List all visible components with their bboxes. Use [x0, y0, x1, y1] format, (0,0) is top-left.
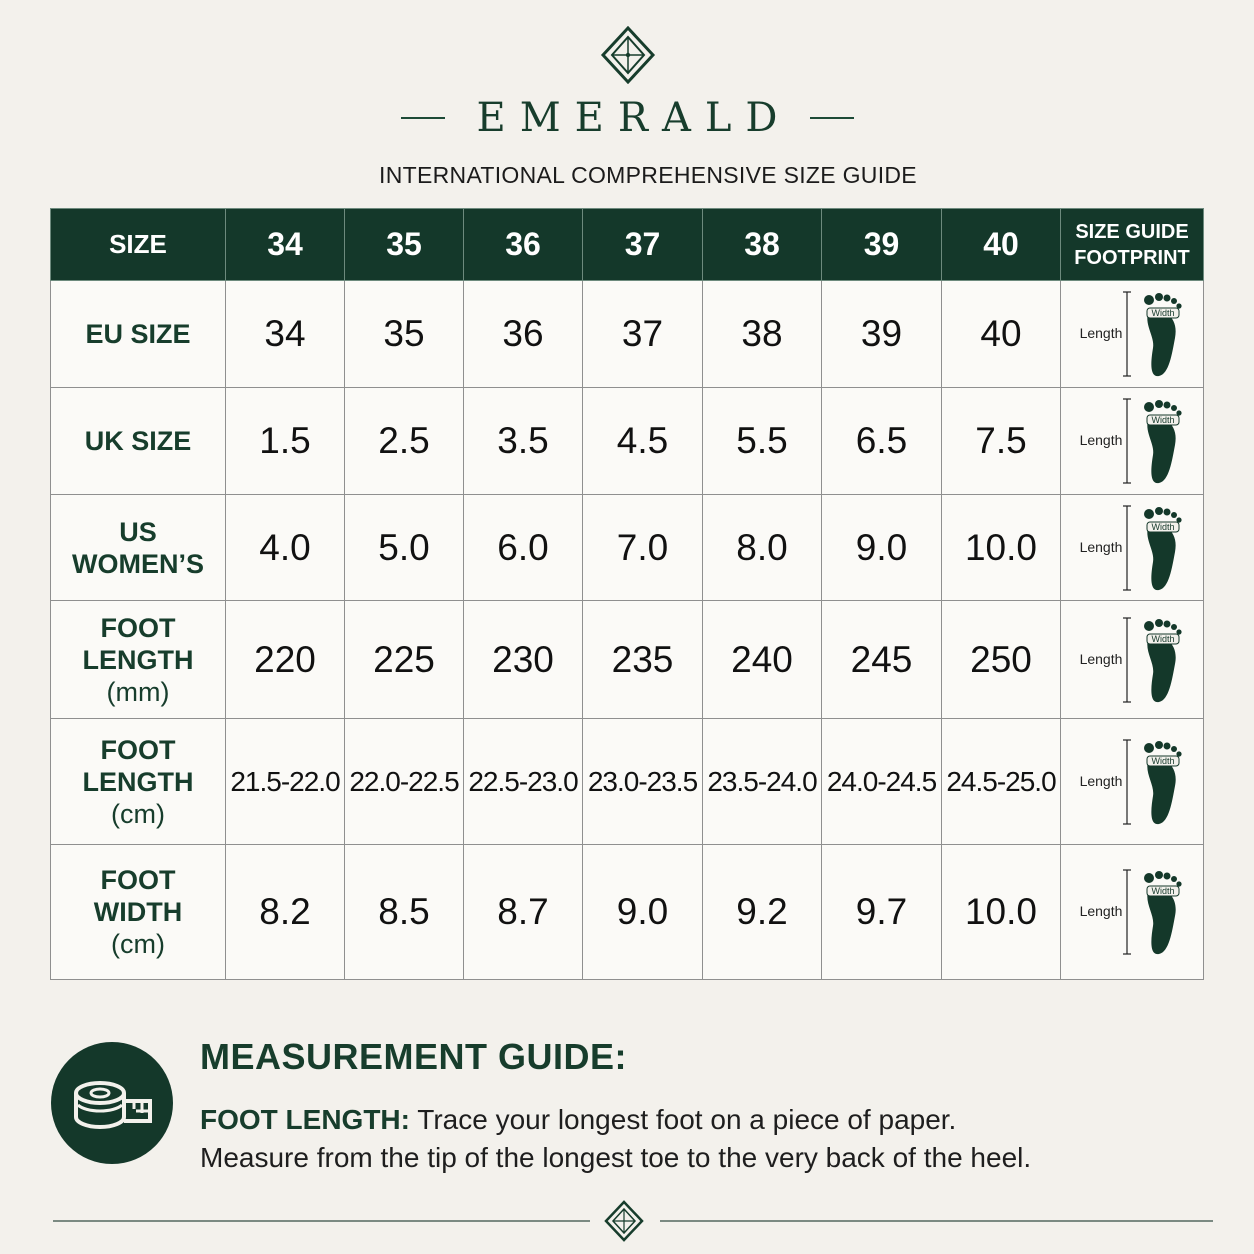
footprint-cell [1061, 601, 1204, 719]
table-cell: 220 [226, 601, 345, 719]
table-cell: 40 [942, 281, 1061, 388]
table-cell: 5.0 [345, 495, 464, 601]
table-cell: 38 [703, 281, 822, 388]
footprint-length-label: Length [1079, 903, 1123, 919]
header-size: 36 [464, 209, 583, 281]
table-cell: 250 [942, 601, 1061, 719]
footprint-length-label: Length [1079, 538, 1123, 555]
brand-line-left [401, 117, 445, 119]
footer-divider-right [660, 1220, 1213, 1222]
table-cell: 8.5 [345, 845, 464, 980]
table-cell: 22.0-22.5 [345, 719, 464, 845]
footprint-cell [1061, 388, 1204, 495]
guide-title: MEASUREMENT GUIDE: [200, 1036, 628, 1077]
table-cell: 5.5 [703, 388, 822, 495]
table-cell: 8.2 [226, 845, 345, 980]
footprint-cell [1061, 719, 1204, 845]
footprint-width-label: Width [1151, 886, 1175, 896]
brand-line-right [810, 117, 854, 119]
header-size: 35 [345, 209, 464, 281]
row-label-unit: (cm) [111, 929, 165, 959]
table-cell: 3.5 [464, 388, 583, 495]
footprint-icon [1077, 502, 1187, 594]
footer-divider-left [53, 1220, 590, 1222]
table-cell: 35 [345, 281, 464, 388]
table-header-row [51, 209, 1204, 281]
footprint-length-label: Length [1079, 650, 1123, 667]
footprint-width-label: Width [1151, 755, 1175, 766]
footprint-length-label: Length [1079, 772, 1123, 789]
footprint-width-label: Width [1151, 521, 1175, 532]
table-cell: 34 [226, 281, 345, 388]
table-row [51, 495, 1204, 601]
row-label-unit: (cm) [111, 798, 165, 829]
guide-text-line2: Measure from the tip of the longest toe to the very back of the heel. [200, 1142, 1032, 1173]
table-row [51, 281, 1204, 388]
row-label [51, 388, 226, 495]
footprint-length-label: Length [1079, 432, 1123, 448]
table-cell: 6.0 [464, 495, 583, 601]
row-label-line: FOOT [100, 865, 176, 895]
logo-diamond-icon [600, 26, 656, 84]
table-cell: 7.5 [942, 388, 1061, 495]
table-cell: 240 [703, 601, 822, 719]
row-label-line: US [119, 516, 157, 547]
footprint-cell [1061, 281, 1204, 388]
header-size: 38 [703, 209, 822, 281]
footprint-width-label: Width [1151, 415, 1175, 425]
table-cell: 245 [822, 601, 942, 719]
row-label-unit: (mm) [106, 676, 170, 707]
table-cell: 10.0 [942, 495, 1061, 601]
footprint-icon [1077, 288, 1187, 380]
row-label-line: WOMEN’S [72, 548, 204, 579]
measuring-tape-icon [50, 1041, 174, 1165]
footprint-icon [1077, 866, 1187, 958]
table-cell: 235 [583, 601, 703, 719]
page-subtitle: INTERNATIONAL COMPREHENSIVE SIZE GUIDE [379, 162, 917, 188]
table-cell: 9.7 [822, 845, 942, 980]
table-row [51, 845, 1204, 980]
row-label [51, 601, 226, 719]
table-cell: 8.0 [703, 495, 822, 601]
brand-name: EMERALD [476, 95, 792, 141]
footprint-cell [1061, 495, 1204, 601]
header-size: 37 [583, 209, 703, 281]
table-cell: 22.5-23.0 [464, 719, 583, 845]
footprint-length-label: Length [1079, 325, 1123, 341]
table-cell: 24.0-24.5 [822, 719, 942, 845]
header-size: 39 [822, 209, 942, 281]
row-label-line: WIDTH [93, 897, 183, 927]
table-row [51, 719, 1204, 845]
footprint-cell [1061, 845, 1204, 980]
row-label-line: LENGTH [82, 644, 194, 675]
table-cell: 9.0 [583, 845, 703, 980]
header-size: 34 [226, 209, 345, 281]
table-cell: 23.0-23.5 [583, 719, 703, 845]
table-cell: 7.0 [583, 495, 703, 601]
footprint-icon [1077, 614, 1187, 706]
table-cell: 4.0 [226, 495, 345, 601]
table-cell: 37 [583, 281, 703, 388]
brand-header [0, 96, 1254, 140]
table-row [51, 388, 1204, 495]
table-cell: 6.5 [822, 388, 942, 495]
header-footprint [1061, 209, 1204, 281]
footprint-width-label: Width [1151, 633, 1175, 644]
row-label-line: FOOT [100, 734, 176, 765]
header-footprint-line2: FOOTPRINT [1074, 246, 1190, 269]
table-cell: 23.5-24.0 [703, 719, 822, 845]
guide-text-line1: Trace your longest foot on a piece of paper. [409, 1104, 957, 1135]
guide-text [200, 1101, 1210, 1177]
size-table [50, 208, 1204, 980]
table-cell: 2.5 [345, 388, 464, 495]
footer-diamond-icon [604, 1200, 644, 1242]
table-cell: 24.5-25.0 [942, 719, 1061, 845]
row-label [51, 719, 226, 845]
table-cell: 10.0 [942, 845, 1061, 980]
row-label [51, 845, 226, 980]
table-cell: 8.7 [464, 845, 583, 980]
table-cell: 230 [464, 601, 583, 719]
footprint-icon [1077, 736, 1187, 828]
header-size-label: SIZE [51, 209, 226, 281]
row-label-line: LENGTH [82, 766, 194, 797]
table-cell: 9.0 [822, 495, 942, 601]
footprint-icon [1077, 395, 1187, 487]
footprint-width-label: Width [1151, 308, 1175, 318]
row-label-line: EU SIZE [85, 319, 191, 349]
row-label-line: FOOT [100, 612, 176, 643]
header-footprint-line1: SIZE GUIDE [1075, 220, 1189, 243]
table-cell: 9.2 [703, 845, 822, 980]
table-cell: 225 [345, 601, 464, 719]
table-row [51, 601, 1204, 719]
table-cell: 39 [822, 281, 942, 388]
row-label [51, 281, 226, 388]
table-cell: 36 [464, 281, 583, 388]
row-label-line: UK SIZE [84, 426, 192, 456]
guide-lead: FOOT LENGTH: [200, 1104, 410, 1135]
table-cell: 4.5 [583, 388, 703, 495]
header-size: 40 [942, 209, 1061, 281]
table-cell: 21.5-22.0 [226, 719, 345, 845]
row-label [51, 495, 226, 601]
table-cell: 1.5 [226, 388, 345, 495]
